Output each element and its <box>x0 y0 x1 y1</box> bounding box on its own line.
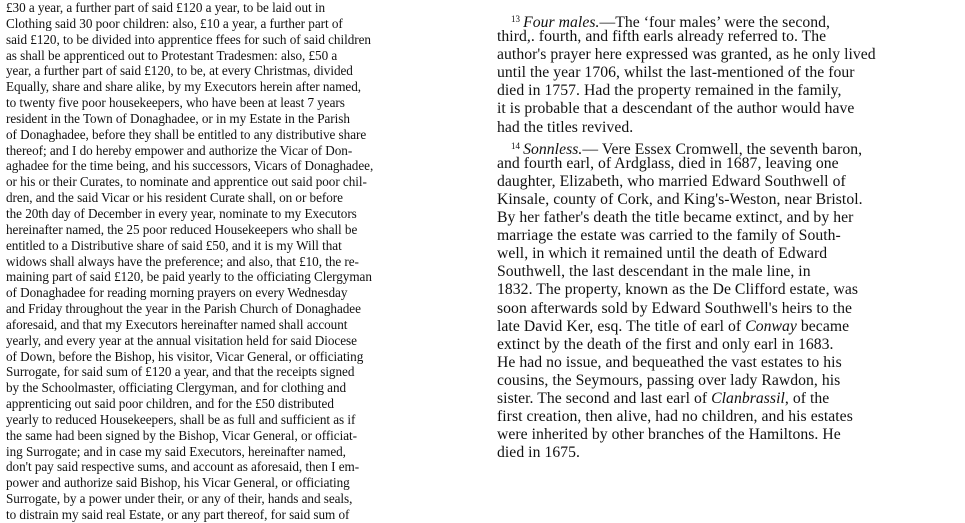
footnote-line: Southwell, the last descendant in the male line, in <box>497 263 811 281</box>
right-column-footnotes <box>497 0 945 462</box>
footnote-line: He had no issue, and bequeathed the vast estates to his <box>497 353 842 371</box>
text-line: Clothing said 30 poor children: also, £10 a year, a further part of <box>6 15 343 31</box>
footnote-keyword: Four males. <box>523 14 600 31</box>
footnote-line: died in 1675. <box>497 444 581 462</box>
footnote-line: Kinsale, county of Cork, and King's-Weston, near Bristol. <box>497 190 863 208</box>
text-line: apprenticing out said poor children, and for the £50 distributed <box>6 396 334 412</box>
footnote-13-heading-line <box>497 10 945 31</box>
footnote-line: extinct by the death of the first and only earl in 1683. <box>497 335 834 353</box>
text-line: to twenty five poor housekeepers, who have been at least 7 years <box>6 95 345 111</box>
text-line: as shall be apprenticed out to Protestant Tradesmen: also, £50 a <box>6 47 338 63</box>
footnote-text: , of the <box>784 389 830 407</box>
text-line: yearly to reduced Housekeepers, shall be as full and sufficient as if <box>6 411 356 427</box>
text-line: thereof; and I do hereby empower and authorize the Vicar of Don- <box>6 142 353 158</box>
text-line: don't pay said respective sums, and account as aforesaid, then I em- <box>6 459 360 475</box>
footnote-line-conway <box>497 318 945 336</box>
text-line: of Down, before the Bishop, his visitor, Vicar General, or officiating <box>6 348 364 364</box>
italic-title-clanbrassil: Clanbrassil <box>711 389 785 407</box>
text-line: of Donaghadee, before they shall be entitled to any distributive share <box>6 126 367 142</box>
text-line: dren, and the said Vicar or his resident Curate shall, on or before <box>6 190 343 206</box>
text-line: power and authorize said Bishop, his Vicar General, or officiating <box>6 475 350 491</box>
footnote-line: well, in which it remained until the death of Edward <box>497 245 828 263</box>
footnote-marker: 13 <box>511 14 521 24</box>
footnote-marker: 14 <box>511 140 521 151</box>
footnote-text: became <box>796 317 850 335</box>
text-line: Equally, share and share alike, by my Executors herein after named, <box>6 79 362 95</box>
text-line: entitled to a Distributive share of said £50, and it is my Will that <box>6 237 342 253</box>
text-line: said £120, to be divided into apprentice ffees for such of said children <box>6 31 371 47</box>
footnote-text: —The ‘four males’ were the second, <box>599 14 831 31</box>
text-line: or his or their Curates, to nominate and apprentice out said poor chil- <box>6 174 367 190</box>
footnote-line: author's prayer here expressed was granted, as he only lived <box>497 46 876 64</box>
footnote-line: and fourth earl, of Ardglass, died in 1687, leaving one <box>497 154 839 172</box>
footnote-line: it is probable that a descendant of the author would have <box>497 100 855 118</box>
footnote-line: had the titles revived. <box>497 118 634 136</box>
footnote-line: first creation, then alive, had no children, and his estates <box>497 408 853 426</box>
text-line: of Donaghadee for reading morning prayers on every Wednesday <box>6 285 348 301</box>
text-line: maining part of said £120, be paid yearly to the officiating Clergyman <box>6 269 372 285</box>
footnote-line: daughter, Elizabeth, who married Edward Southwell of <box>497 172 846 190</box>
footnote-line: until the year 1706, whilst the last-mentioned of the four <box>497 64 855 82</box>
footnote-text: late David Ker, esq. The title of earl of <box>497 317 742 335</box>
footnote-line: were inherited by other branches of the Hamiltons. He <box>497 426 841 444</box>
footnote-line: third,. fourth, and fifth earls already referred to. The <box>497 28 827 46</box>
text-line: widows shall always have the preference; and also, that £10, the re- <box>6 253 359 269</box>
text-line: the 20th day of December in every year, nominate to my Executors <box>6 205 357 221</box>
text-line: ing Surrogate; and in case my said Executors, hereinafter named, <box>6 443 346 459</box>
text-line: hereinafter named, the 25 poor reduced Housekeepers who shall be <box>6 221 358 237</box>
text-line: and Friday throughout the year in the Parish Church of Donaghadee <box>6 301 361 317</box>
footnote-line-clanbrassil <box>497 390 945 408</box>
text-line: the same had been signed by the Bishop, Vicar General, or officiat- <box>6 427 357 443</box>
footnote-14-heading-line <box>497 137 945 158</box>
text-line: resident in the Town of Donaghadee, or in my Estate in the Parish <box>6 110 350 126</box>
footnote-line: died in 1757. Had the property remained in the family, <box>497 82 842 100</box>
footnote-line: 1832. The property, known as the De Clifford estate, was <box>497 281 859 299</box>
left-column-will-text <box>6 0 474 523</box>
text-line: year, a further part of said £120, to be, at every Christmas, divided <box>6 63 353 79</box>
footnote-line: By her father's death the title became extinct, and by her <box>497 209 854 227</box>
text-line: aghadee for the time being, and his successors, Vicars of Donaghadee, <box>6 158 374 174</box>
text-line: by the Schoolmaster, officiating Clergyman, and for clothing and <box>6 380 347 396</box>
text-line: yearly, and every year at the annual visitation held for said Diocese <box>6 332 357 348</box>
text-line: £30 a year, a further part of said £120 a year, to be laid out in <box>6 0 326 15</box>
text-line: aforesaid, and that my Executors hereinafter named shall account <box>6 316 348 332</box>
footnote-keyword: Sonnless. <box>523 140 583 158</box>
footnote-line: cousins, the Seymours, passing over lady Rawdon, his <box>497 371 841 389</box>
text-line: Surrogate, by a power under their, or any of their, hands and seals, <box>6 491 353 507</box>
italic-title-conway: Conway <box>745 317 797 335</box>
footnote-line: soon afterwards sold by Edward Southwell's heirs to the <box>497 299 852 317</box>
footnote-line: marriage the estate was carried to the family of South- <box>497 227 841 245</box>
footnote-text: — Vere Essex Cromwell, the seventh baron, <box>582 140 863 158</box>
footnote-text: sister. The second and last earl of <box>497 389 708 407</box>
text-line: to distrain my said real Estate, or any part thereof, for said sum of <box>6 507 350 522</box>
text-line: Surrogate, for said sum of £120 a year, and that the receipts signed <box>6 364 355 380</box>
